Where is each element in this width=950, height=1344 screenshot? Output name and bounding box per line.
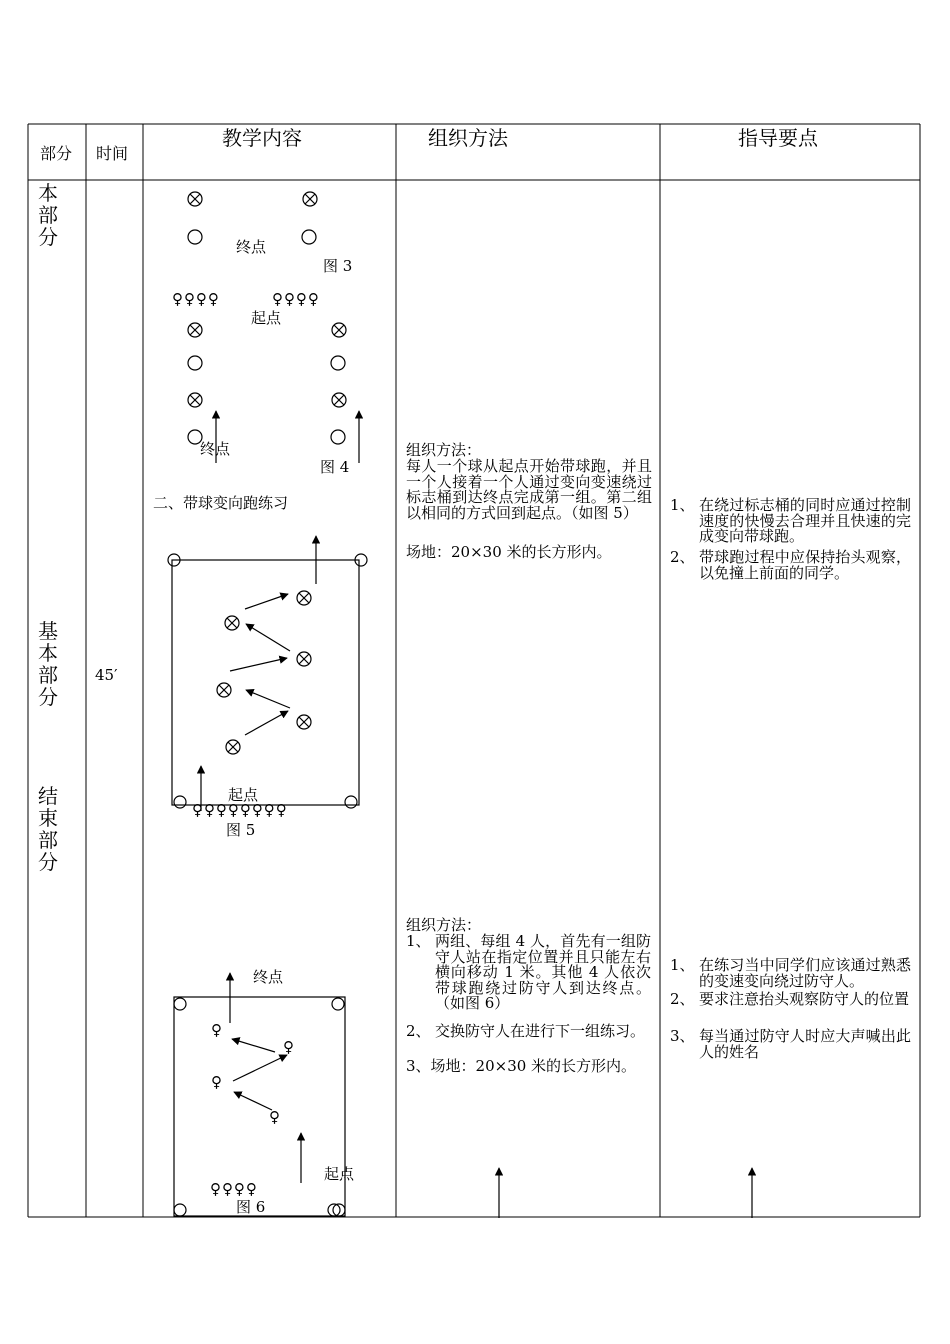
part-label-basic: 基本部分	[38, 619, 58, 709]
ring-marker-icon	[331, 356, 345, 370]
corner-marker-icon	[345, 796, 357, 808]
header-content: 教学内容	[222, 126, 302, 150]
defender-icon: ♀	[283, 1038, 294, 1056]
org-block1-title: 组织方法：	[406, 441, 482, 459]
cone-marker-icon	[188, 393, 202, 407]
part-label-ending: 结束部分	[38, 784, 58, 874]
org-item	[406, 934, 652, 1014]
direction-arrow	[246, 624, 290, 651]
fig5-start-label: 起点	[228, 786, 259, 804]
player-group-icon: ♀♀♀♀	[272, 290, 320, 308]
guidance-item	[670, 498, 912, 546]
cone-marker-icon	[225, 616, 239, 630]
player-group-icon: ♀♀♀♀	[172, 290, 220, 308]
fig4-caption: 图 4	[320, 458, 350, 476]
cone-marker-icon	[332, 393, 346, 407]
cone-marker-icon	[297, 715, 311, 729]
field-boundary	[174, 997, 345, 1216]
org-block2-venue: 3、场地：20×30 米的长方形内。	[406, 1057, 637, 1075]
guidance-item-text: 每当通过防守人时应大声喊出此人的姓名	[699, 1027, 911, 1061]
cone-marker-icon	[188, 323, 202, 337]
fig3-end-label: 终点	[236, 238, 267, 256]
section-title: 二、带球变向跑练习	[153, 494, 289, 512]
corner-marker-icon	[332, 998, 344, 1010]
org-item-number: 1、	[406, 932, 431, 950]
org-item	[406, 1024, 652, 1056]
fig3-start-label: 起点	[251, 309, 282, 327]
guidance-item	[670, 1029, 912, 1061]
org-block1-body: 每人一个球从起点开始带球跑，并且一个人接着一个人通过变向变速绕过标志桶到达终点完成第一组。第二组以相同的方式回到起点。（如图 5）	[406, 457, 652, 522]
cone-marker-icon	[297, 591, 311, 605]
guidance-item-number: 3、	[670, 1027, 695, 1045]
direction-arrow	[246, 690, 290, 708]
corner-marker-icon	[174, 796, 186, 808]
cone-marker-icon	[332, 323, 346, 337]
org-item-number: 2、	[406, 1022, 431, 1040]
fig6-end-label: 终点	[253, 968, 284, 986]
figure-5-diagram	[168, 536, 367, 811]
header-part: 部分	[40, 144, 73, 163]
header-organization: 组织方法	[428, 126, 508, 150]
part-label-top: 本部分	[38, 181, 58, 249]
guidance-item-text: 要求注意抬头观察防守人的位置	[699, 990, 910, 1008]
player-group-icon: ♀♀♀♀	[210, 1180, 258, 1198]
direction-arrow	[245, 594, 288, 609]
guidance-item-text: 带球跑过程中应保持抬头观察，以免撞上前面的同学。	[699, 548, 911, 582]
header-time: 时间	[96, 144, 129, 163]
org-block2-title: 组织方法：	[406, 916, 482, 934]
ring-marker-icon	[331, 430, 345, 444]
guidance-item-number: 1、	[670, 956, 695, 974]
direction-arrow	[233, 1055, 287, 1081]
guidance-item	[670, 992, 912, 1024]
header-guidance: 指导要点	[738, 126, 818, 150]
figure-6-diagram	[174, 973, 345, 1216]
cone-marker-icon	[297, 652, 311, 666]
cone-marker-icon	[217, 683, 231, 697]
fig3-caption: 图 3	[323, 257, 353, 275]
org-item-text: 两组、每组 4 人，首先有一组防守人站在指定位置并且只能左右横向移动 1 米。其他 4 人依次带球跑绕过防守人到达终点。（如图 6）	[435, 932, 651, 1013]
field-boundary	[172, 560, 359, 805]
player-row-icon: ♀♀♀♀♀♀♀♀	[192, 801, 288, 819]
fig6-start-label: 起点	[324, 1165, 355, 1183]
defender-icon: ♀	[269, 1108, 280, 1126]
direction-arrow	[234, 1092, 272, 1110]
fig5-caption: 图 5	[226, 821, 256, 839]
guidance-item-text: 在绕过标志桶的同时应通过控制速度的快慢去合理并且快速的完成变向带球跑。	[699, 496, 911, 546]
corner-marker-icon	[174, 998, 186, 1010]
guidance-item-number: 1、	[670, 496, 695, 514]
direction-arrow	[230, 658, 287, 671]
guidance-item	[670, 550, 912, 582]
fig6-caption: 图 6	[236, 1198, 266, 1216]
defender-icon: ♀	[211, 1021, 222, 1039]
ring-marker-icon	[188, 356, 202, 370]
org-item-text: 交换防守人在进行下一组练习。	[435, 1022, 646, 1040]
direction-arrow	[245, 711, 288, 735]
guidance-item	[670, 958, 912, 990]
fig4-end-label: 终点	[200, 440, 231, 458]
org-block1-venue: 场地：20×30 米的长方形内。	[406, 543, 612, 561]
guidance-item-text: 在练习当中同学们应该通过熟悉的变速变向绕过防守人。	[699, 956, 911, 990]
guidance-item-number: 2、	[670, 548, 695, 566]
cone-marker-icon	[188, 192, 202, 206]
time-value: 45′	[95, 666, 118, 684]
direction-arrow	[232, 1039, 275, 1052]
cone-marker-icon	[226, 740, 240, 754]
guidance-item-number: 2、	[670, 990, 695, 1008]
figure-3-diagram	[188, 192, 317, 244]
ring-marker-icon	[188, 230, 202, 244]
cone-marker-icon	[303, 192, 317, 206]
ring-marker-icon	[302, 230, 316, 244]
corner-marker-icon	[174, 1204, 186, 1216]
defender-icon: ♀	[211, 1073, 222, 1091]
